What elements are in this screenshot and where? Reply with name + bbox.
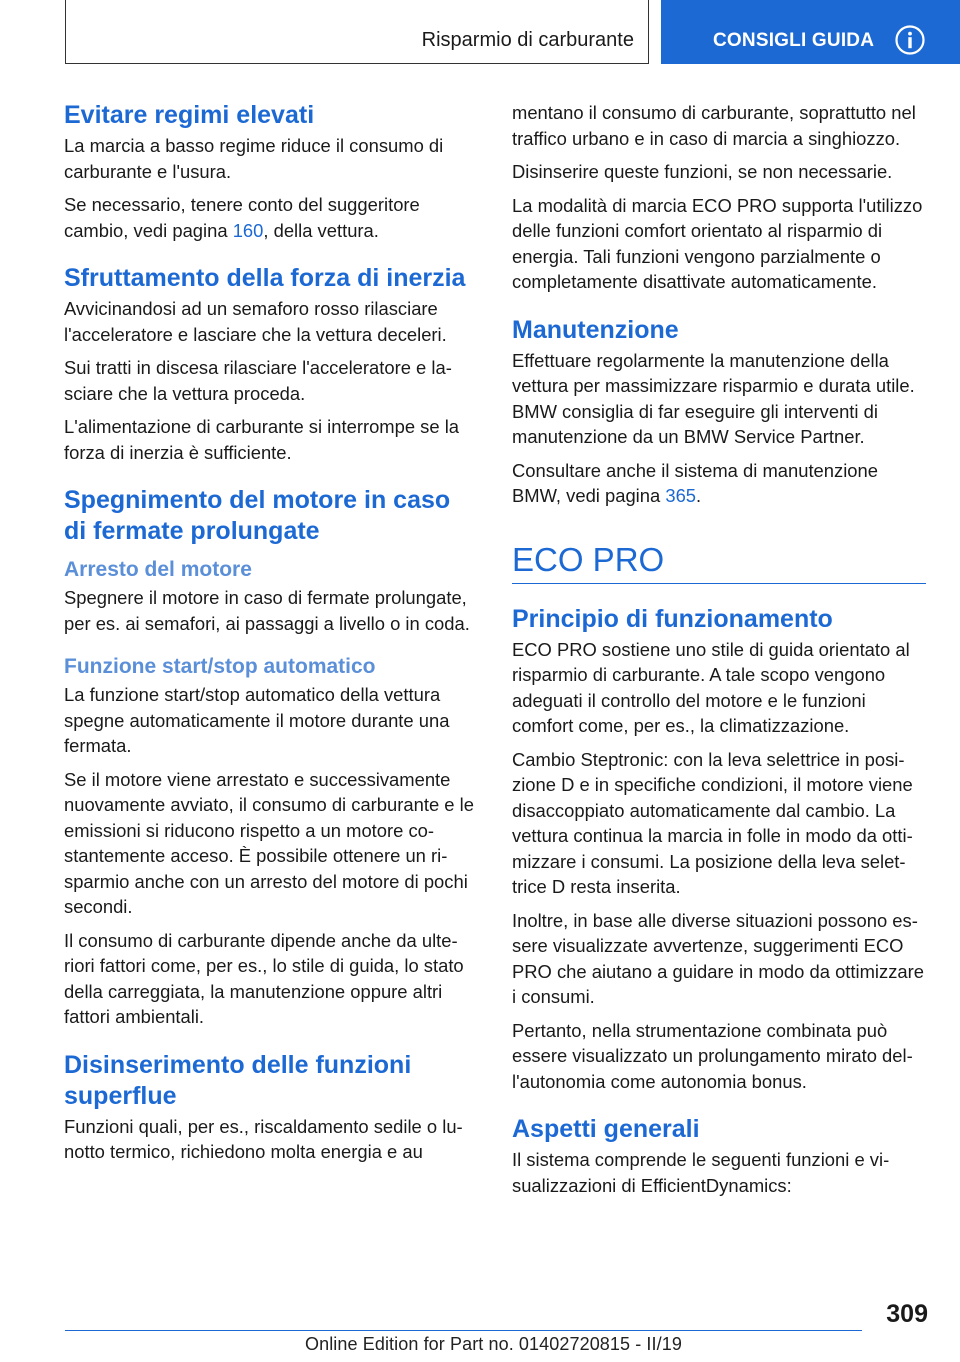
heading-sfruttamento-inerzia: Sfruttamento della forza di inerzia	[64, 264, 466, 292]
page-number: 309	[886, 1300, 928, 1328]
paragraph: La funzione start/stop automatico della vettura spegne automaticamente il motore durante una fermata.	[64, 684, 450, 756]
subheading-start-stop: Funzione start/stop automatico	[64, 655, 376, 678]
paragraph: Sui tratti in discesa rilasciare l'acceleratore e lasciare che la vettura proceda.	[64, 357, 452, 404]
chapter-divider	[512, 583, 926, 584]
heading-spegnimento-motore: Spegnimento del motore in caso di fermate prolungate	[64, 486, 451, 545]
heading-principio-funzionamento: Principio di funzionamento	[512, 604, 833, 633]
footer-edition: Online Edition for Part no. 01402720815 - II/19	[305, 1334, 682, 1354]
paragraph: Avvicinandosi ad un semaforo rosso rilasciare l'acceleratore e lasciare che la vettura deceleri.	[64, 298, 447, 345]
heading-disinserimento-funzioni: Disinserimento delle funzioni superflue	[64, 1050, 412, 1110]
paragraph	[512, 458, 926, 509]
footer-divider	[65, 1330, 862, 1331]
paragraph: L'alimentazione di carburante si interrompe se la forza di inerzia è sufficiente.	[64, 416, 460, 463]
paragraph: Funzioni quali, per es., riscaldamento sedile o lunotto termico, richiedono molta energia e au	[64, 1115, 463, 1162]
text: .	[696, 485, 702, 506]
heading-aspetti-generali: Aspetti generali	[512, 1115, 700, 1143]
page-link-365[interactable]: 365	[665, 485, 697, 506]
paragraph: La modalità di marcia ECO PRO supporta l'utilizzo delle funzioni comfort orientato al risparmio di energia. Tali funzioni vengono parzialmente o completamente disattivate automaticamente.	[512, 194, 923, 292]
chapter-heading-eco-pro: ECO PRO	[512, 540, 665, 578]
text: , della vettura.	[263, 219, 379, 241]
paragraph: Pertanto, nella strumentazione combinata può essere visualizzato un prolungamento mirato dell'autonomia come autonomia bonus.	[512, 1019, 913, 1092]
paragraph: Il sistema comprende le seguenti funzioni e visualizzazioni di EfficientDynamics:	[512, 1149, 890, 1196]
chapter-title: CONSIGLI GUIDA	[713, 30, 875, 51]
paragraph: Inoltre, in base alle diverse situazioni possono essere visualizzate avvertenze, suggerimenti ECO PRO che aiutano a guidare in modo da ottimizzare i consumi.	[512, 909, 924, 1007]
heading-manutenzione: Manutenzione	[512, 315, 679, 344]
subheading-arresto-motore: Arresto del motore	[64, 558, 252, 581]
left-column	[64, 100, 478, 1173]
paragraph: Spegnere il motore in caso di fermate prolungate, per es. ai semafori, ai passaggi a livello o in coda.	[64, 587, 470, 634]
info-icon[interactable]	[894, 24, 926, 56]
paragraph	[64, 192, 478, 243]
section-title: Risparmio di carburante	[421, 29, 634, 51]
paragraph: La marcia a basso regime riduce il consumo di carburante e l'usura.	[64, 135, 444, 182]
paragraph: Se il motore viene arrestato e successivamente nuovamente avviato, il consumo di carburante e le emissioni si riducono rispetto a un motore costantemente acceso. È possibile ottenere un risparmio anche con un arresto del motore di pochi secondi.	[64, 768, 474, 917]
header-section-box	[65, 0, 649, 64]
page-link-160[interactable]: 160	[232, 219, 264, 241]
right-column	[512, 100, 926, 1206]
paragraph: Disinserire queste funzioni, se non necessarie.	[512, 161, 893, 182]
text: Consultare anche il sistema di manutenzione BMW, vedi pagina	[512, 459, 878, 506]
header-chapter-tab[interactable]	[661, 0, 960, 64]
paragraph: Il consumo di carburante dipende anche da ulteriori fattori come, per es., lo stile di guida, lo stato della carreggiata, la manutenzione oppure altri fattori ambientali.	[64, 929, 464, 1027]
paragraph: mentano il consumo di carburante, soprattutto nel traffico urbano e in caso di marcia a singhiozzo.	[512, 102, 916, 149]
heading-evitare-regimi: Evitare regimi elevati	[64, 101, 315, 129]
text: Se necessario, tenere conto del suggeritore cambio, vedi pagina	[64, 194, 420, 241]
paragraph: ECO PRO sostiene uno stile di guida orientato al risparmio di carburante. A tale scopo vengono adeguati il controllo del motore e le funzioni comfort come, per es., la climatizzazione.	[512, 638, 910, 736]
paragraph: Cambio Steptronic: con la leva selettrice in posizione D e in specifiche condizioni, il motore viene disaccoppiato automaticamente dal cambio. La vettura continua la marcia in folle in modo da ottimizzare i consumi. La posizione della leva selettrice D resta inserita.	[512, 748, 913, 897]
paragraph: Effettuare regolarmente la manutenzione della vettura per massimizzare risparmio e durata utile. BMW consiglia di far eseguire gli interventi di manutenzione da un BMW Service Partner.	[512, 349, 915, 447]
